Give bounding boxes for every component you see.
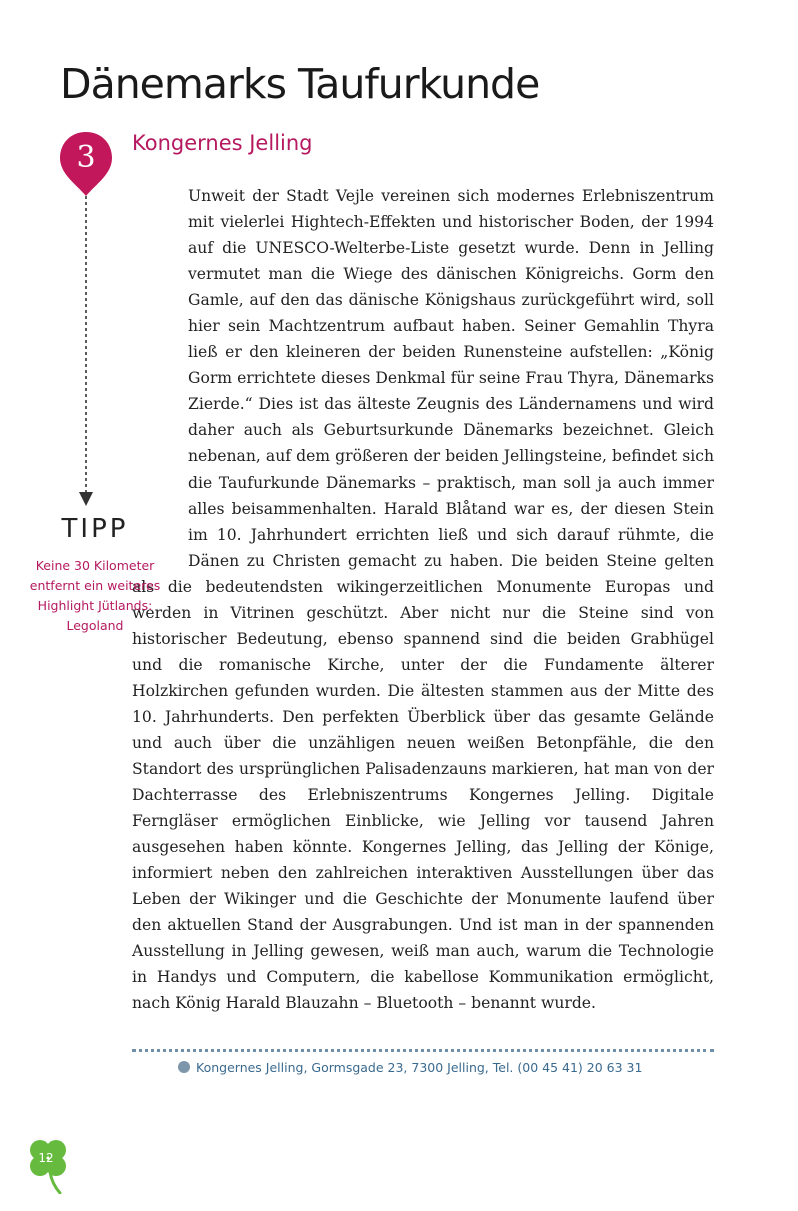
section-title: Kongernes Jelling — [132, 131, 313, 155]
page-number: 12 — [38, 1151, 54, 1165]
address-text: Kongernes Jelling, Gormsgade 23, 7300 Jelling, Tel. (00 45 41) 20 63 31 — [196, 1060, 643, 1075]
location-marker-icon — [58, 130, 114, 510]
article-body — [132, 183, 714, 1013]
tip-title: TIPP — [61, 514, 129, 544]
page-title: Dänemarks Taufurkunde — [60, 60, 540, 108]
dotted-divider — [132, 1049, 714, 1052]
tip-text: Keine 30 Kilometer entfernt ein weiteres Highlight Jütlands: Legoland — [29, 558, 161, 633]
marker-number: 3 — [76, 140, 96, 175]
bullet-dot-icon — [178, 1061, 190, 1073]
article-text: Unweit der Stadt Vejle vereinen sich modernes Erlebniszentrum mit vielerlei Hightech-Effekten und historischer Boden, der 1994 auf die UNESCO-Welterbe-Liste gesetzt wurde. Denn in Jelling vermutet man die Wiege des dänischen Königreichs. Gorm den Gamle, auf den das dänische Königshaus zurückgeführt wird, soll hier sein Machtzentrum aufbaut haben. Seiner Gemahlin Thyra ließ er den kleineren der beiden Runensteine aufstellen: „König Gorm errichtete dieses Denkmal für seine Frau Thyra, Dänemarks Zierde.“ Dies ist das älteste Zeugnis des Ländernamens und wird daher auch als Geburtsurkunde Dänemarks bezeichnet. Gleich nebenan, auf dem größeren der beiden Jellingsteine, befindet sich die Taufurkunde Dänemarks – praktisch, man soll ja auch immer alles beisammenhalten. Harald Blåtand war es, der diesen Stein im 10. Jahrhundert errichten ließ und sich darauf rühmte, die Dänen zu Christen gemacht zu haben. Die beiden Steine gelten als die bedeutendsten wikingerzeitlichen Monumente Europas und werden in Vitrinen geschützt. Aber nicht nur die Steine sind von historischer Bedeutung, ebenso spannend sind die beiden Grabhügel und die romanische Kirche, unter der die Fundamente älterer Holzkirchen gefunden wurden. Die ältesten stammen aus der Mitte des 10. Jahrhunderts. Den perfekten Überblick über das gesamte Gelände und auch über die unzähligen neuen weißen Betonpfähle, die den Standort des ursprünglichen Palisadenzauns markieren, hat man von der Dachterrasse des Erlebniszentrums Kongernes Jelling. Digitale Ferngläser ermöglichen Einblicke, wie Jelling vor tausend Jahren ausgesehen haben könnte. Kongernes Jelling, das Jelling der Könige, informiert neben den zahlreichen interaktiven Ausstellungen über das Leben der Wikinger und die Geschichte der Monumente laufend über den aktuellen Stand der Ausgrabungen. Und ist man in der spannenden Ausstellung in Jelling gewesen, weiß man auch, warum die Technologie in Handys und Computern, die kabellose Kommunikation ermöglicht, nach König Harald Blauzahn – Bluetooth – benannt wurde. — [132, 187, 714, 1013]
clover-icon — [26, 1138, 70, 1194]
address-line — [178, 1060, 718, 1075]
